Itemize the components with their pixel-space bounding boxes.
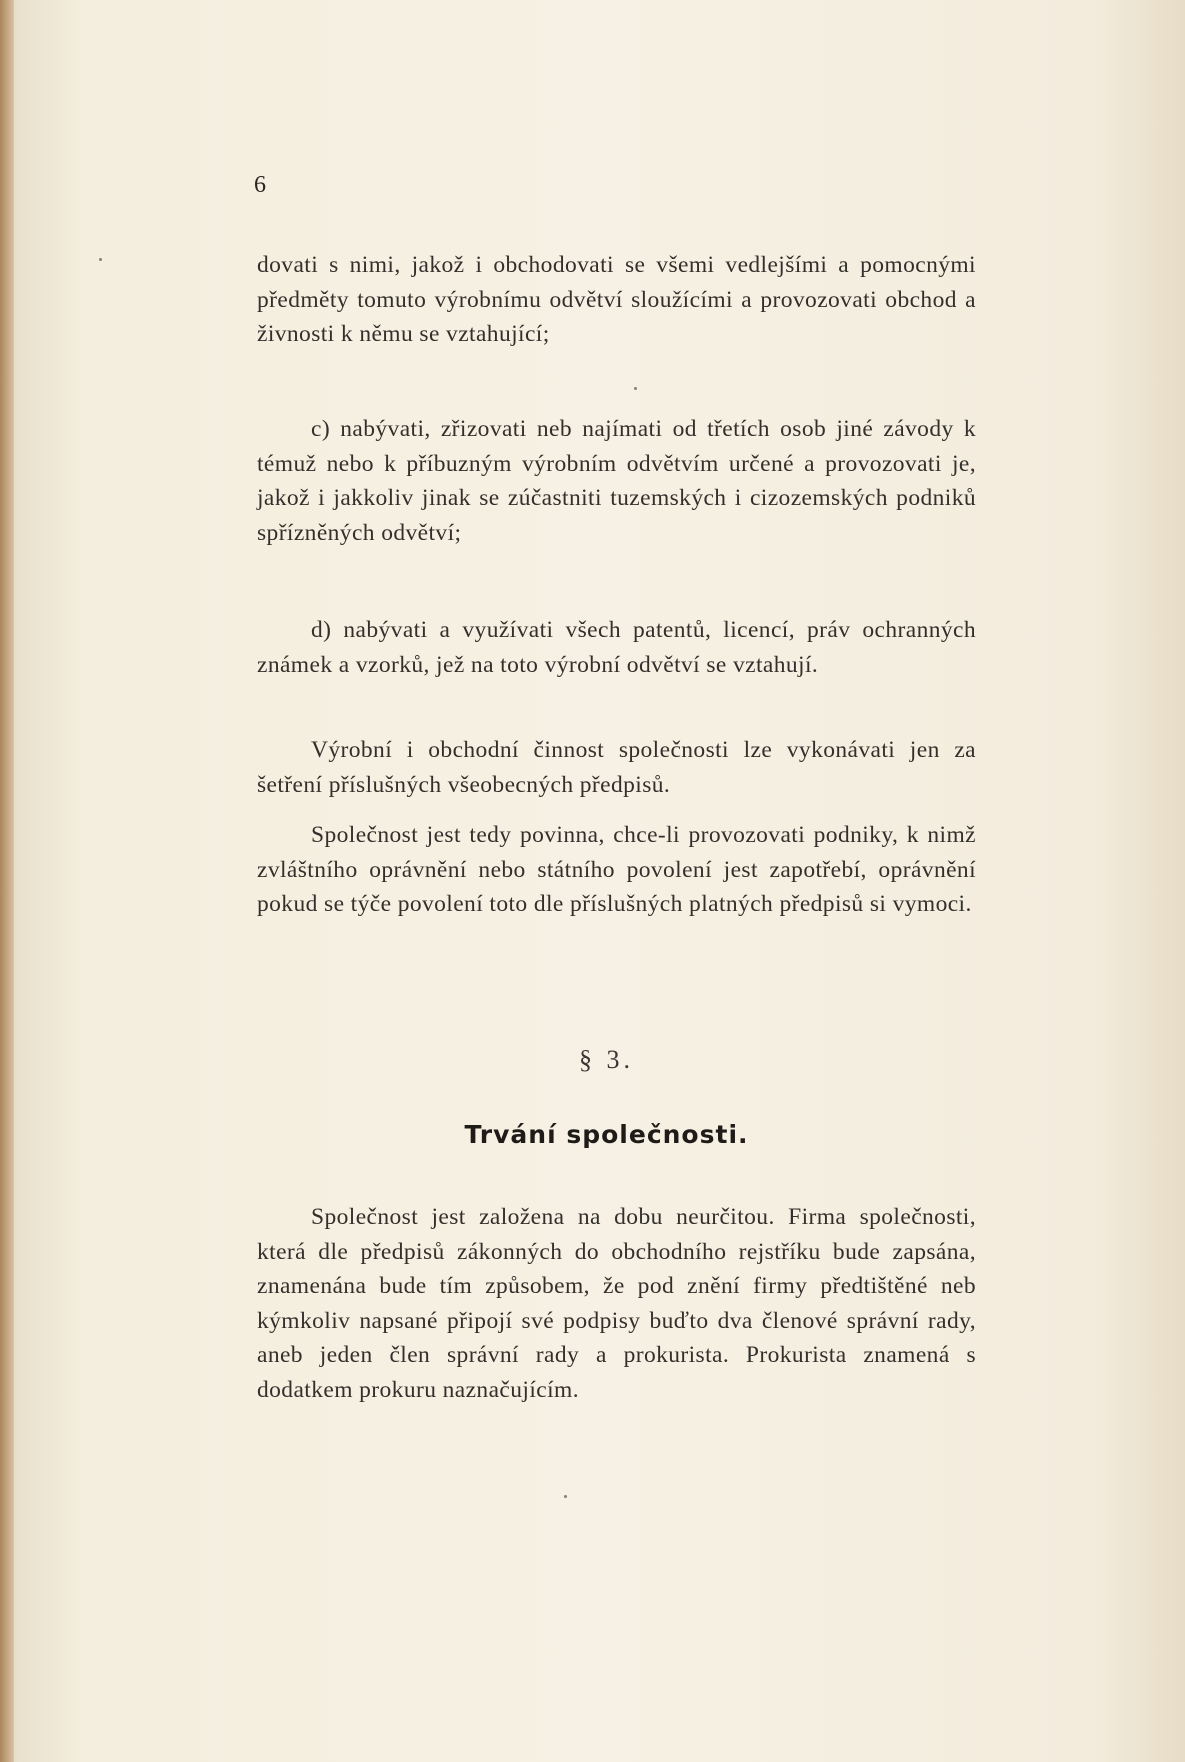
paragraph-duration: [257, 1200, 976, 1407]
paper-speck: [634, 387, 637, 390]
paper-speck: [564, 1495, 567, 1498]
paragraph-obligation: [257, 818, 976, 922]
paragraph-text: c) nabývati, zřizovati neb najímati od třetích osob jiné závody k témuž nebo k příbuzným výrobním odvětvím určené a provozovati je, jakož i jakkoliv jinak se zúčastniti tuzemských i cizozemských podniků spřízněných odvětví;: [257, 416, 976, 546]
paragraph-text: Společnost jest založena na dobu neurčitou. Firma společnosti, která dle předpisů zákonných do obchodního rejstříku bude zapsána, znamenána bude tím způsobem, že pod znění firmy předtištěné neb kýmkoliv napsané připojí své podpisy buďto dva členové správní rady, aneb jeden člen správní rady a prokurista. Prokurista znamená s dodatkem prokuru naznačujícím.: [257, 1204, 976, 1403]
paragraph-item-d: [257, 613, 976, 682]
paragraph-activity: [257, 733, 976, 802]
document-page: [14, 0, 1185, 1762]
page-binding-edge: [0, 0, 14, 1762]
section-mark: § 3.: [579, 1045, 634, 1074]
paragraph-text: Výrobní i obchodní činnost společnosti lze vykonávati jen za šetření příslušných všeobecných předpisů.: [257, 737, 976, 798]
paragraph-item-c: [257, 412, 976, 550]
paragraph-text: dovati s nimi, jakož i obchodovati se všemi vedlejšími a pomocnými předměty tomuto výrobnímu odvětví sloužícími a provozovati obchod a živnosti k němu se vztahující;: [257, 252, 976, 347]
paragraph-text: d) nabývati a využívati všech patentů, licencí, práv ochranných známek a vzorků, jež na toto výrobní odvětví se vztahují.: [257, 617, 976, 678]
paper-speck: [99, 258, 102, 261]
paragraph-continuation: [257, 248, 976, 352]
page-number: 6: [254, 172, 266, 198]
section-title: Trvání společnosti.: [464, 1120, 749, 1149]
paragraph-text: Společnost jest tedy povinna, chce-li provozovati podniky, k nimž zvláštního oprávnění nebo státního povolení jest zapotřebí, oprávnění pokud se týče povolení toto dle příslušných platných předpisů si vymoci.: [257, 822, 976, 917]
